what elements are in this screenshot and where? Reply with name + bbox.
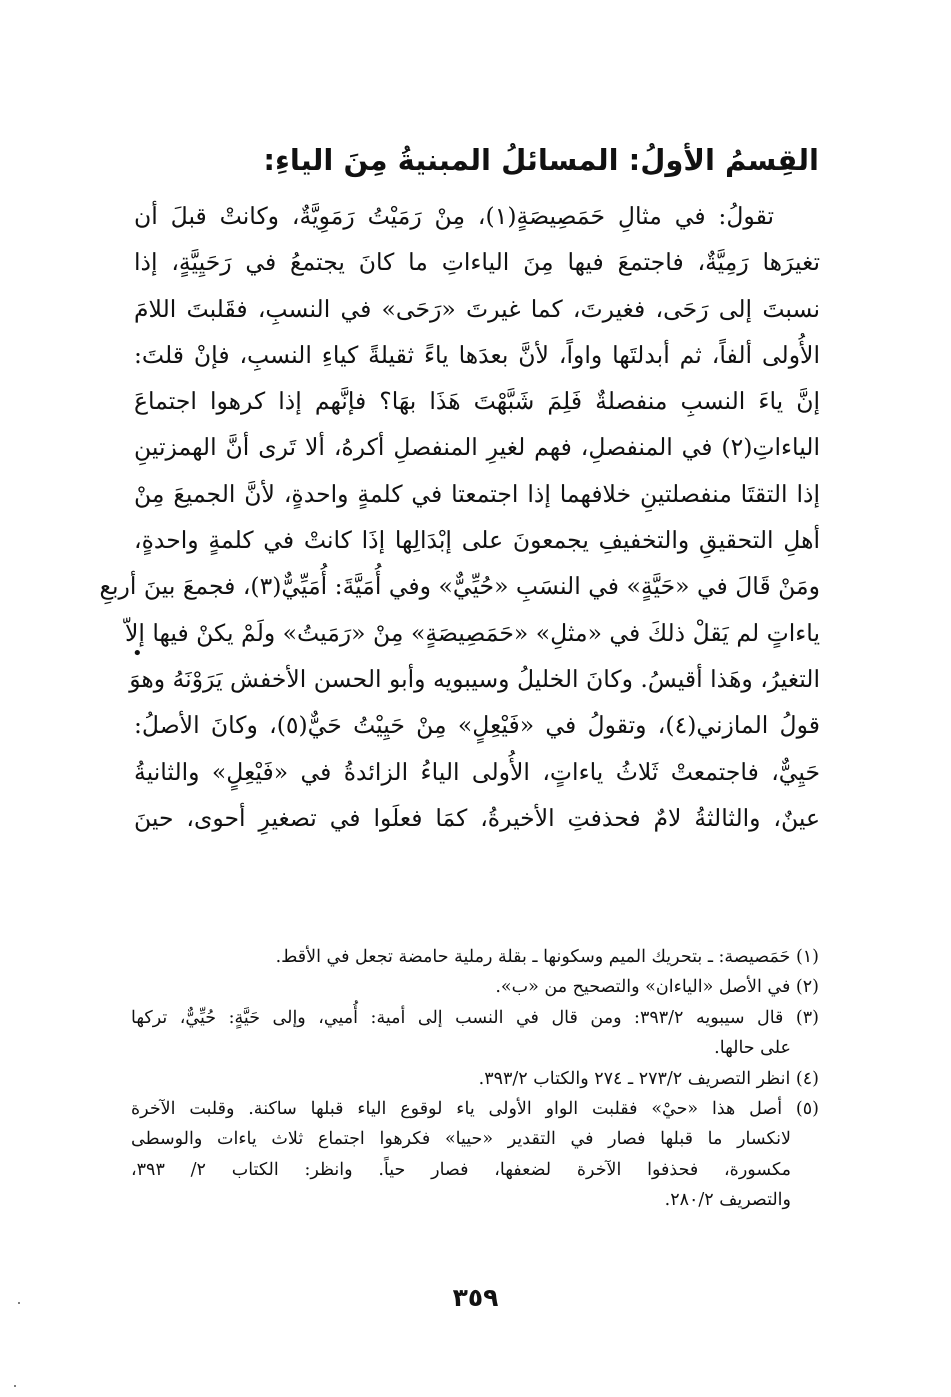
- page-number: ٣٥٩: [452, 1283, 499, 1312]
- margin-mark: •: [132, 643, 143, 664]
- footnote-5-continuation: والتصريف ٢٨٠/٢.: [664, 1190, 791, 1211]
- text-line: إنَّ ياءَ النسبِ منفصلةٌ فَلِمَ شَبَّهْتَ هَذَا بهَا؟ فإنَّهم إذا كرهوا اجتماعَ: [134, 387, 820, 416]
- text-line: ومَنْ قَالَ في «حَيَّةٍ» في النسَبِ «حُيِّيٌّ» وفي أُمَيَّةَ: أُمَيِّيٌّ(٣)، فجمعَ بينَ أربعِ: [99, 572, 820, 601]
- text-line: إذا التقتَا منفصلتينِ خلافهما إذا اجتمعتا في كلمةٍ واحدةٍ، لأنَّ الجميعَ مِنْ: [134, 479, 820, 508]
- footnote-5-continuation: لانكسار ما قبلها فصار في التقدير «حييا» فكرهوا اجتماع ثلاث ياءات والوسطى: [131, 1129, 791, 1150]
- footnote-3-continuation: على حالها.: [714, 1038, 791, 1059]
- footnote-1: (١) حَمَصيصة: ـ بتحريك الميم وسكونها ـ بقلة رملية حامضة تجعل في الأقط.: [275, 947, 819, 967]
- text-line: الأُولى ألفاً، ثم أبدلتَها واواً، لأنَّ بعدَها ياءً ثقيلةً كياءِ النسبِ، فإنْ قلتَ:: [134, 340, 820, 369]
- text-line: التغيرُ، وهَذا أقيسُ. وكانَ الخليلُ وسيبويه وأبو الحسن الأخفش يَرَوْنَهُ وهوَ: [129, 664, 820, 693]
- footnote-5: (٥) أصل هذا «حيْ» فقلبت الواو الأولى ياء لوقوع الياء قبلها ساكنة. وقلبت الآخرة: [131, 1098, 819, 1119]
- scan-speck: [18, 1302, 20, 1304]
- text-line: تغيرَها رَمِيَّةٌ، فاجتمعَ فيها مِنَ الياءاتِ ما كانَ يجتمعُ في رَحَيِيَّةٍ، إذا: [134, 248, 820, 277]
- footnote-4: (٤) انظر التصريف ٢٧٣/٢ ـ ٢٧٤ والكتاب ٣٩٣/٢.: [478, 1068, 819, 1089]
- text-line: قولُ المازني(٤)، وتقولُ في «فَيْعِلٍ» مِنْ حَيِيْتُ حَيٌّ(٥)، وكانَ الأصلُ:: [134, 711, 821, 740]
- text-line: الياءاتِ(٢) في المنفصلِ، فهم لغيرِ المنفصلِ أكرهُ، ألا تَرى أنَّ الهمزتينِ: [134, 433, 820, 462]
- section-heading: القِسمُ الأولُ: المسائلُ المبنيةُ مِنَ الياءِ:: [263, 143, 819, 177]
- footnotes: [131, 942, 819, 1216]
- main-text: [99, 193, 821, 841]
- text-line: عينٌ، والثالثةُ لامٌ فحذفتِ الأخيرةُ، كمَا فعلَوا في تصغيرِ أحوى، حينَ: [134, 803, 820, 832]
- text-line: أهلِ التحقيقِ والتخفيفِ يجمعونَ على إبْدَالِها إذَا كانتْ في كلمةٍ واحدةٍ،: [134, 526, 820, 555]
- text-line: حَيِيٌّ، فاجتمعتْ ثَلاثُ ياءاتٍ، الأُولى الياءُ الزائدةُ في «فَيْعِلٍ» والثانيةُ: [134, 757, 820, 786]
- footnote-5-continuation: مكسورة، فحذفوا الآخرة لضعفها، فصار حياً. وانظر: الكتاب ٢/ ٣٩٣،: [131, 1159, 791, 1180]
- scan-speck: [14, 1385, 16, 1387]
- text-line: نسبتَ إلى رَحَى، فغيرتَ، كما غيرتَ «رَحَى» في النسبِ، فقَلبتَ اللامَ: [134, 294, 820, 323]
- footnote-2: (٢) في الأصل «الياءان» والتصحيح من «ب».: [495, 977, 819, 998]
- text-line: ياءاتٍ لم يَقلْ ذلكَ في «مثلِ» «حَمَصِيصَةٍ» مِنْ «رَمَيتُ» ولَمْ يكنْ فيها إلاّ: [124, 618, 820, 647]
- footnote-3: (٣) قال سيبويه ٣٩٣/٢: ومن قال في النسب إلى أمية: أُميي، وإلى حَيَّةٍ: حُيِّيٌّ، تركها: [131, 1007, 819, 1028]
- text-line: تقولُ: في مثالِ حَمَصِيصَةٍ(١)، مِنْ رَمَيْتُ رَمَوِيَّةٌ، وكانتْ قبلَ أن: [134, 202, 774, 230]
